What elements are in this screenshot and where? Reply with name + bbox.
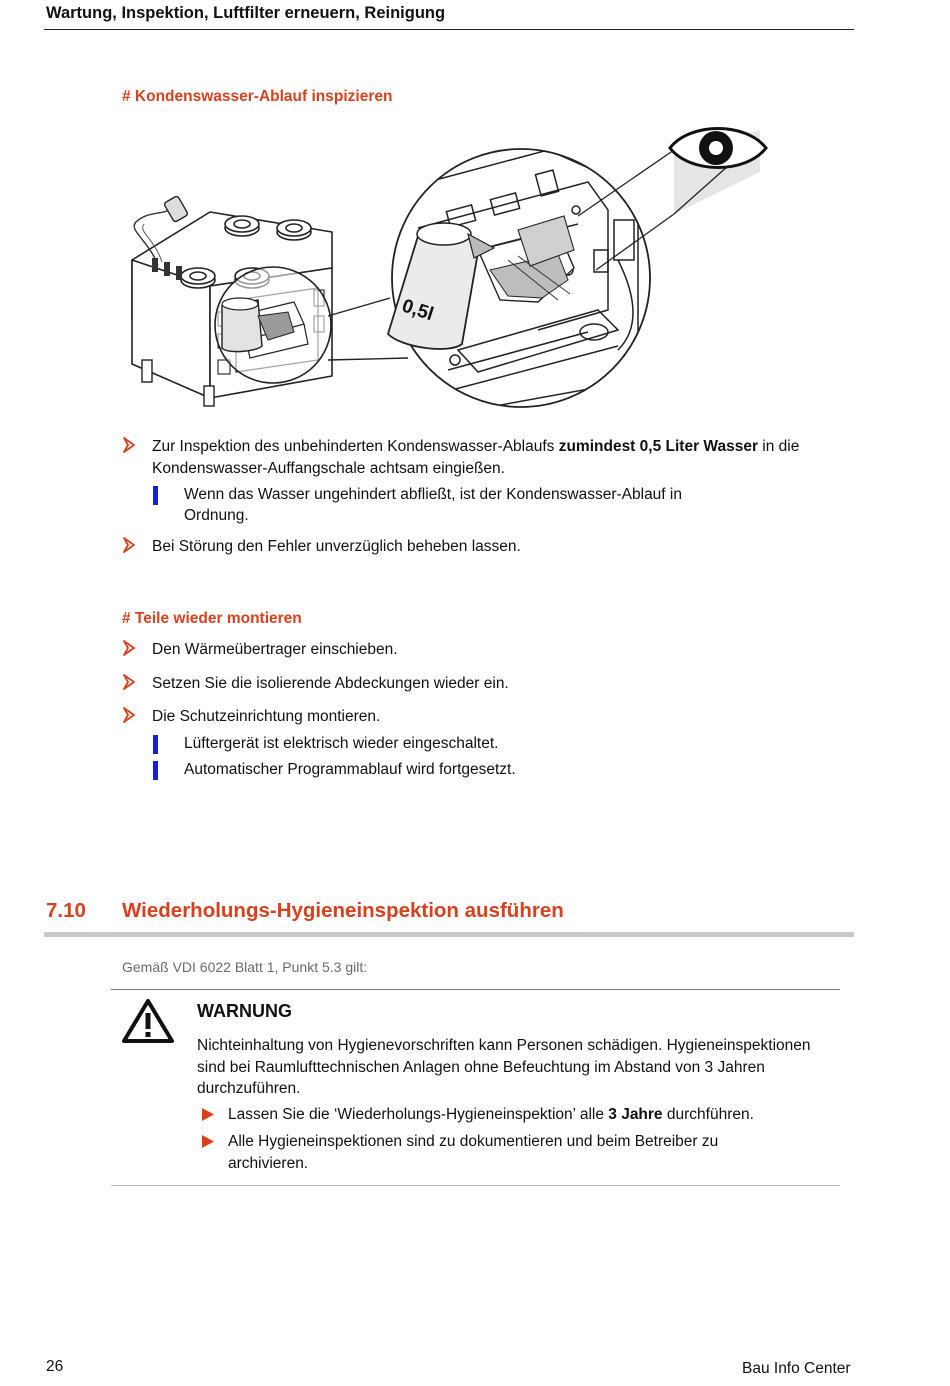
warning-triangle-icon (121, 998, 175, 1044)
footer-publisher: Bau Info Center (742, 1360, 851, 1377)
step-text: Setzen Sie die isolierende Abdeckungen wieder ein. (152, 675, 509, 692)
step-pour-water (122, 436, 842, 480)
step-insert-covers (122, 673, 842, 695)
step-text: Zur Inspektion des unbehinderten Kondenswasser-Ablaufs (152, 438, 559, 455)
chevron-right-icon (122, 640, 136, 656)
step-text: Die Schutzeinrichtung montieren. (152, 708, 381, 725)
step-text: Kondenswasser-Auffangschale achtsam eingießen. (152, 459, 505, 477)
play-arrow-icon (201, 1135, 214, 1148)
result-program-continues (153, 759, 753, 781)
result-marker (153, 486, 158, 505)
step-fix-fault (122, 536, 842, 558)
step-emphasis: zumindest 0,5 Liter Wasser (558, 438, 758, 455)
result-text: Ordnung. (184, 507, 249, 524)
page-number: 26 (46, 1358, 64, 1375)
step-text: Den Wärmeübertrager einschieben. (152, 641, 398, 658)
result-powered-on (153, 733, 753, 755)
warning-action-documentation (197, 1131, 837, 1175)
warning-bottom-rule (111, 1185, 840, 1186)
chapter-intro: Gemäß VDI 6022 Blatt 1, Punkt 5.3 gilt: (122, 959, 368, 975)
section-heading-reassemble: # Teile wieder montieren (122, 610, 302, 627)
result-marker (153, 735, 158, 754)
chevron-right-icon (122, 437, 136, 453)
warning-action-text: Alle Hygieneinspektionen sind zu dokumentieren und beim Betreiber zu archivieren. (228, 1133, 719, 1172)
jug-volume-label: 0,5l (399, 295, 437, 326)
play-arrow-icon (201, 1108, 214, 1121)
chapter-divider (44, 932, 854, 937)
page-header-title: Wartung, Inspektion, Luftfilter erneuern, Reinigung (46, 4, 446, 22)
chevron-right-icon (122, 537, 136, 553)
result-text: Automatischer Programmablauf wird fortgesetzt. (184, 761, 516, 778)
chapter-number: 7.10 (46, 899, 86, 922)
warning-action-text: durchführen. (662, 1106, 754, 1123)
warning-action-text: Lassen Sie die ‘Wiederholungs-Hygieneinspektion’ alle (228, 1106, 609, 1123)
chevron-right-icon (122, 674, 136, 690)
section-heading-condensate: # Kondenswasser-Ablauf inspizieren (122, 88, 393, 105)
step-text: in die (757, 438, 800, 455)
step-mount-protection (122, 706, 842, 728)
step-text: Bei Störung den Fehler unverzüglich beheben lassen. (152, 538, 521, 555)
chapter-title: Wiederholungs-Hygieneinspektion ausführen (122, 899, 564, 922)
warning-top-rule (111, 989, 840, 990)
warning-title: WARNUNG (197, 1001, 292, 1021)
chevron-right-icon (122, 707, 136, 723)
condensate-drain-illustration (118, 120, 778, 420)
warning-action-inspection-interval (197, 1104, 837, 1126)
warning-text: Nichteinhaltung von Hygienevorschriften kann Personen schädigen. Hygieneinspektionen sind bei Raumlufttechnischen Anlagen ohne Befeuchtung im Abstand von 3 Jahren durchzuführen. (197, 1037, 811, 1097)
result-marker (153, 761, 158, 780)
result-text: Lüftergerät ist elektrisch wieder eingeschaltet. (184, 735, 499, 752)
warning-action-emphasis: 3 Jahre (608, 1106, 663, 1123)
result-drain-ok (153, 484, 753, 528)
result-text: Wenn das Wasser ungehindert abfließt, ist der Kondenswasser-Ablauf in (184, 486, 682, 503)
step-insert-heat-exchanger (122, 639, 842, 661)
header-divider (44, 29, 854, 30)
